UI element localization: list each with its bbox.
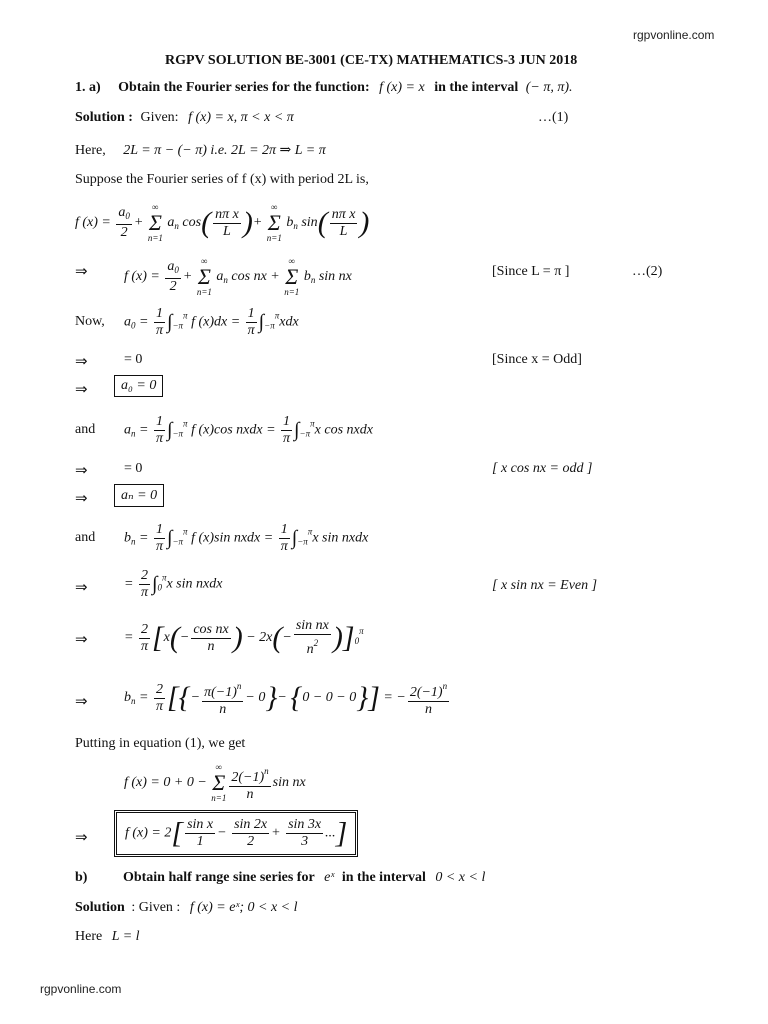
implies-arrow: ⇒	[75, 352, 88, 370]
here-label: Here	[75, 929, 103, 944]
implies-arrow: ⇒	[75, 630, 88, 648]
a0-integral: $a_0$ = $\frac{1}{\pi}$ $\int_{-\pi}^\pi$ f (x)dx = $\frac{1}{\pi}$ $\int_{-\pi}^\pi xdx$	[124, 306, 299, 338]
bn-result: $b_n$ = $\frac{2}{\pi}$ [{− $\frac{\pi(-1)^n}{n}$ − 0}− {0 − 0 − 0}] = − $\frac{2(-1)^n}{n}$	[124, 678, 451, 718]
bn-integration-by-parts: = $\frac{2}{\pi}$ [x(− $\frac{\text{cos nx}}{n}$ ) − 2x(− $\frac{\text{sin nx}}{n^2}$ )]$_0^\pi$	[124, 618, 364, 657]
here-expression: 2L = π − (− π) i.e. 2L = 2π ⇒ L = π	[123, 143, 326, 158]
since-note-2: [Since L = π ]	[492, 264, 570, 279]
since-even-note: [ x sin nx = Even ]	[492, 578, 598, 593]
implies-arrow: ⇒	[75, 692, 88, 710]
fourier-series-general: f (x) = $\frac{a_0}{2}$ + ∞ Σ n=1 $a_n$ cos( $\frac{\text{nπ x}}{L}$ )+ ∞ Σ n=1 $b_n$ sin( $\frac{\text{nπ x}}{L}$ )	[75, 202, 370, 243]
equation-number-2: …(2)	[632, 264, 663, 279]
implies-arrow: ⇒	[75, 828, 88, 846]
an-integral: $a_n$ = $\frac{1}{\pi}$ $\int_{-\pi}^\pi$ f (x)cos nxdx = $\frac{1}{\pi}$ $\int_{-\pi}^\pi x$ cos nxdx	[124, 414, 373, 446]
here-line	[75, 142, 326, 159]
footer-site-label: rgpvonline.com	[40, 982, 122, 996]
header-site-label: rgpvonline.com	[633, 28, 715, 42]
solution-label: Solution	[75, 900, 125, 915]
solution-label: Solution :	[75, 110, 133, 125]
bn-integral: $b_n$ = $\frac{1}{\pi}$ $\int_{-\pi}^\pi$ f (x)sin nxdx = $\frac{1}{\pi}$ $\int_{-\pi}^\pi x$ sin nxdx	[124, 522, 369, 554]
implies-arrow: ⇒	[75, 262, 88, 280]
substituted-series: f (x) = 0 + 0 − ∞ Σ n=1 $\frac{2(-1)^n}{n}$ sin nx	[124, 762, 306, 803]
fourier-series-simplified: f (x) = $\frac{a_0}{2}$ + ∞ Σ n=1 $a_n$ cos nx + ∞ Σ n=1 $b_n$ sin nx	[124, 256, 352, 297]
and-label: and	[75, 422, 96, 437]
since-odd-note: [Since x = Odd]	[492, 352, 582, 367]
solution-given: : Given :	[131, 900, 181, 915]
now-label: Now,	[75, 314, 105, 329]
question-function: f (x) = x	[379, 80, 425, 95]
question-interval: 0 < x < l	[435, 870, 486, 885]
a0-zero: = 0	[124, 352, 143, 367]
question-number: 1. a)	[75, 80, 101, 95]
question-1a	[75, 80, 573, 96]
question-text: Obtain half range sine series for	[122, 870, 315, 885]
here-label: Here,	[75, 143, 106, 158]
putting-line: Putting in equation (1), we get	[75, 736, 246, 751]
question-interval-label: in the interval	[434, 80, 519, 95]
here-line-b	[75, 929, 140, 945]
page-title: RGPV SOLUTION BE-3001 (CE-TX) MATHEMATICS-3 JUN 2018	[165, 53, 578, 68]
a0-boxed-result: a₀ = 0	[114, 375, 163, 397]
solution-expression: f (x) = x, π < x < π	[188, 110, 294, 125]
question-text: Obtain the Fourier series for the function:	[118, 80, 370, 95]
solution-line-b	[75, 900, 298, 916]
suppose-line: Suppose the Fourier series of f (x) with period 2L is,	[75, 172, 369, 187]
equation-number-1: …(1)	[538, 110, 569, 125]
an-zero: = 0	[124, 461, 143, 476]
solution-expression: f (x) = eˣ; 0 < x < l	[189, 900, 298, 915]
since-odd-note-an: [ x cos nx = odd ]	[492, 461, 593, 476]
solution-given: Given:	[140, 110, 179, 125]
final-series-boxed: f (x) = 2[ $\frac{\text{sin x}}{1}$ − $\frac{\sin 2x}{2}$ + $\frac{\sin 3x}{3}$ ...]	[114, 810, 358, 857]
bn-half-range: = $\frac{2}{\pi}$ $\int_0^\pi x$ sin nxdx	[124, 568, 223, 600]
question-function: eˣ	[324, 870, 335, 885]
solution-line	[75, 110, 294, 126]
question-number: b)	[75, 870, 88, 885]
question-interval-label: in the interval	[341, 870, 426, 885]
an-boxed-result: aₙ = 0	[114, 484, 164, 507]
implies-arrow: ⇒	[75, 380, 88, 398]
and-label: and	[75, 530, 96, 545]
here-expression: L = l	[111, 929, 140, 944]
question-1b	[75, 870, 485, 886]
implies-arrow: ⇒	[75, 461, 88, 479]
implies-arrow: ⇒	[75, 489, 88, 507]
implies-arrow: ⇒	[75, 578, 88, 596]
question-interval: (− π, π).	[525, 80, 573, 95]
